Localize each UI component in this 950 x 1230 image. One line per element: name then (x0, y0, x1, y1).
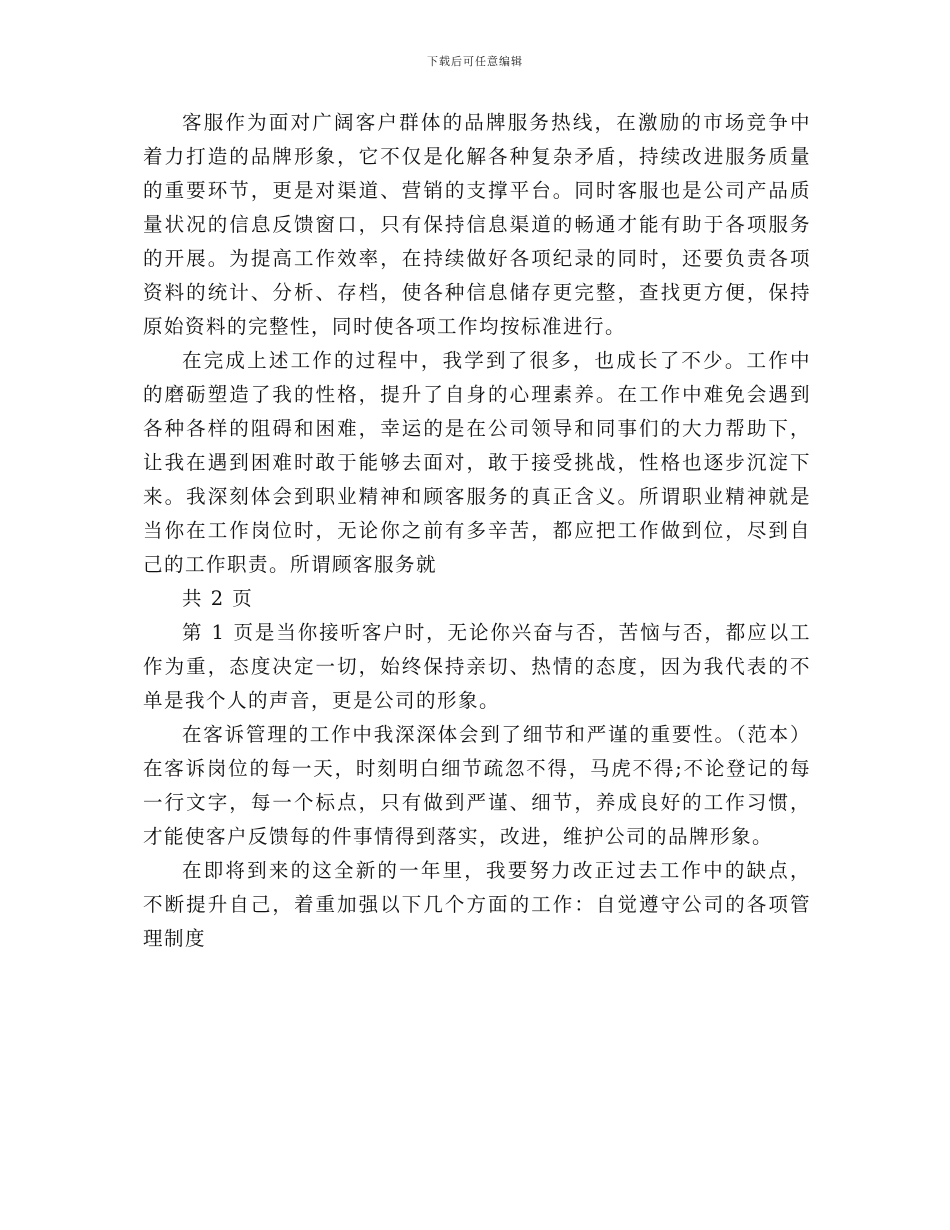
paragraph-3: 第 1 页是当你接听客户时，无论你兴奋与否，苦恼与否，都应以工作为重，态度决定一切，始终保持亲切、热情的态度，因为我代表的不单是我个人的声音，更是公司的形象。 (143, 621, 811, 712)
page-header: 下载后可任意编辑 (427, 55, 523, 68)
paragraph-1: 客服作为面对广阔客户群体的品牌服务热线，在激励的市场竞争中着力打造的品牌形象，它不仅是化解各种复杂矛盾，持续改进服务质量的重要环节，更是对渠道、营销的支撑平台。同时客服也是公司产品质量状况的信息反馈窗口，只有保持信息渠道的畅通才能有助于各项服务的开展。为提高工作效率，在持续做好各项纪录的同时，还要负责各项资料的统计、分析、存档，使各种信息储存更完整，查找更方便，保持原始资料的完整性，同时使各项工作均按标准进行。 (143, 111, 811, 338)
paragraph-2: 在完成上述工作的过程中，我学到了很多，也成长了不少。工作中的磨砺塑造了我的性格，提升了自身的心理素养。在工作中难免会遇到各种各样的阻碍和困难，幸运的是在公司领导和同事们的大力帮助下，让我在遇到困难时敢于能够去面对，敢于接受挑战，性格也逐步沉淀下来。我深刻体会到职业精神和顾客服务的真正含义。所谓职业精神就是当你在工作岗位时，无论你之前有多辛苦，都应把工作做到位，尽到自己的工作职责。所谓顾客服务就 (143, 349, 811, 576)
paragraph-5: 在即将到来的这全新的一年里，我要努力改正过去工作中的缺点，不断提升自己，着重加强以下几个方面的工作：自觉遵守公司的各项管理制度 (143, 859, 811, 950)
document-body (143, 106, 811, 956)
page-count-line: 共 2 页 (182, 587, 254, 610)
paragraph-4: 在客诉管理的工作中我深深体会到了细节和严谨的重要性。（范本）在客诉岗位的每一天，时刻明白细节疏忽不得，马虎不得;不论登记的每一行文字，每一个标点，只有做到严谨、细节，养成良好的工作习惯，才能使客户反馈每的件事情得到落实，改进，维护公司的品牌形象。 (143, 723, 811, 848)
